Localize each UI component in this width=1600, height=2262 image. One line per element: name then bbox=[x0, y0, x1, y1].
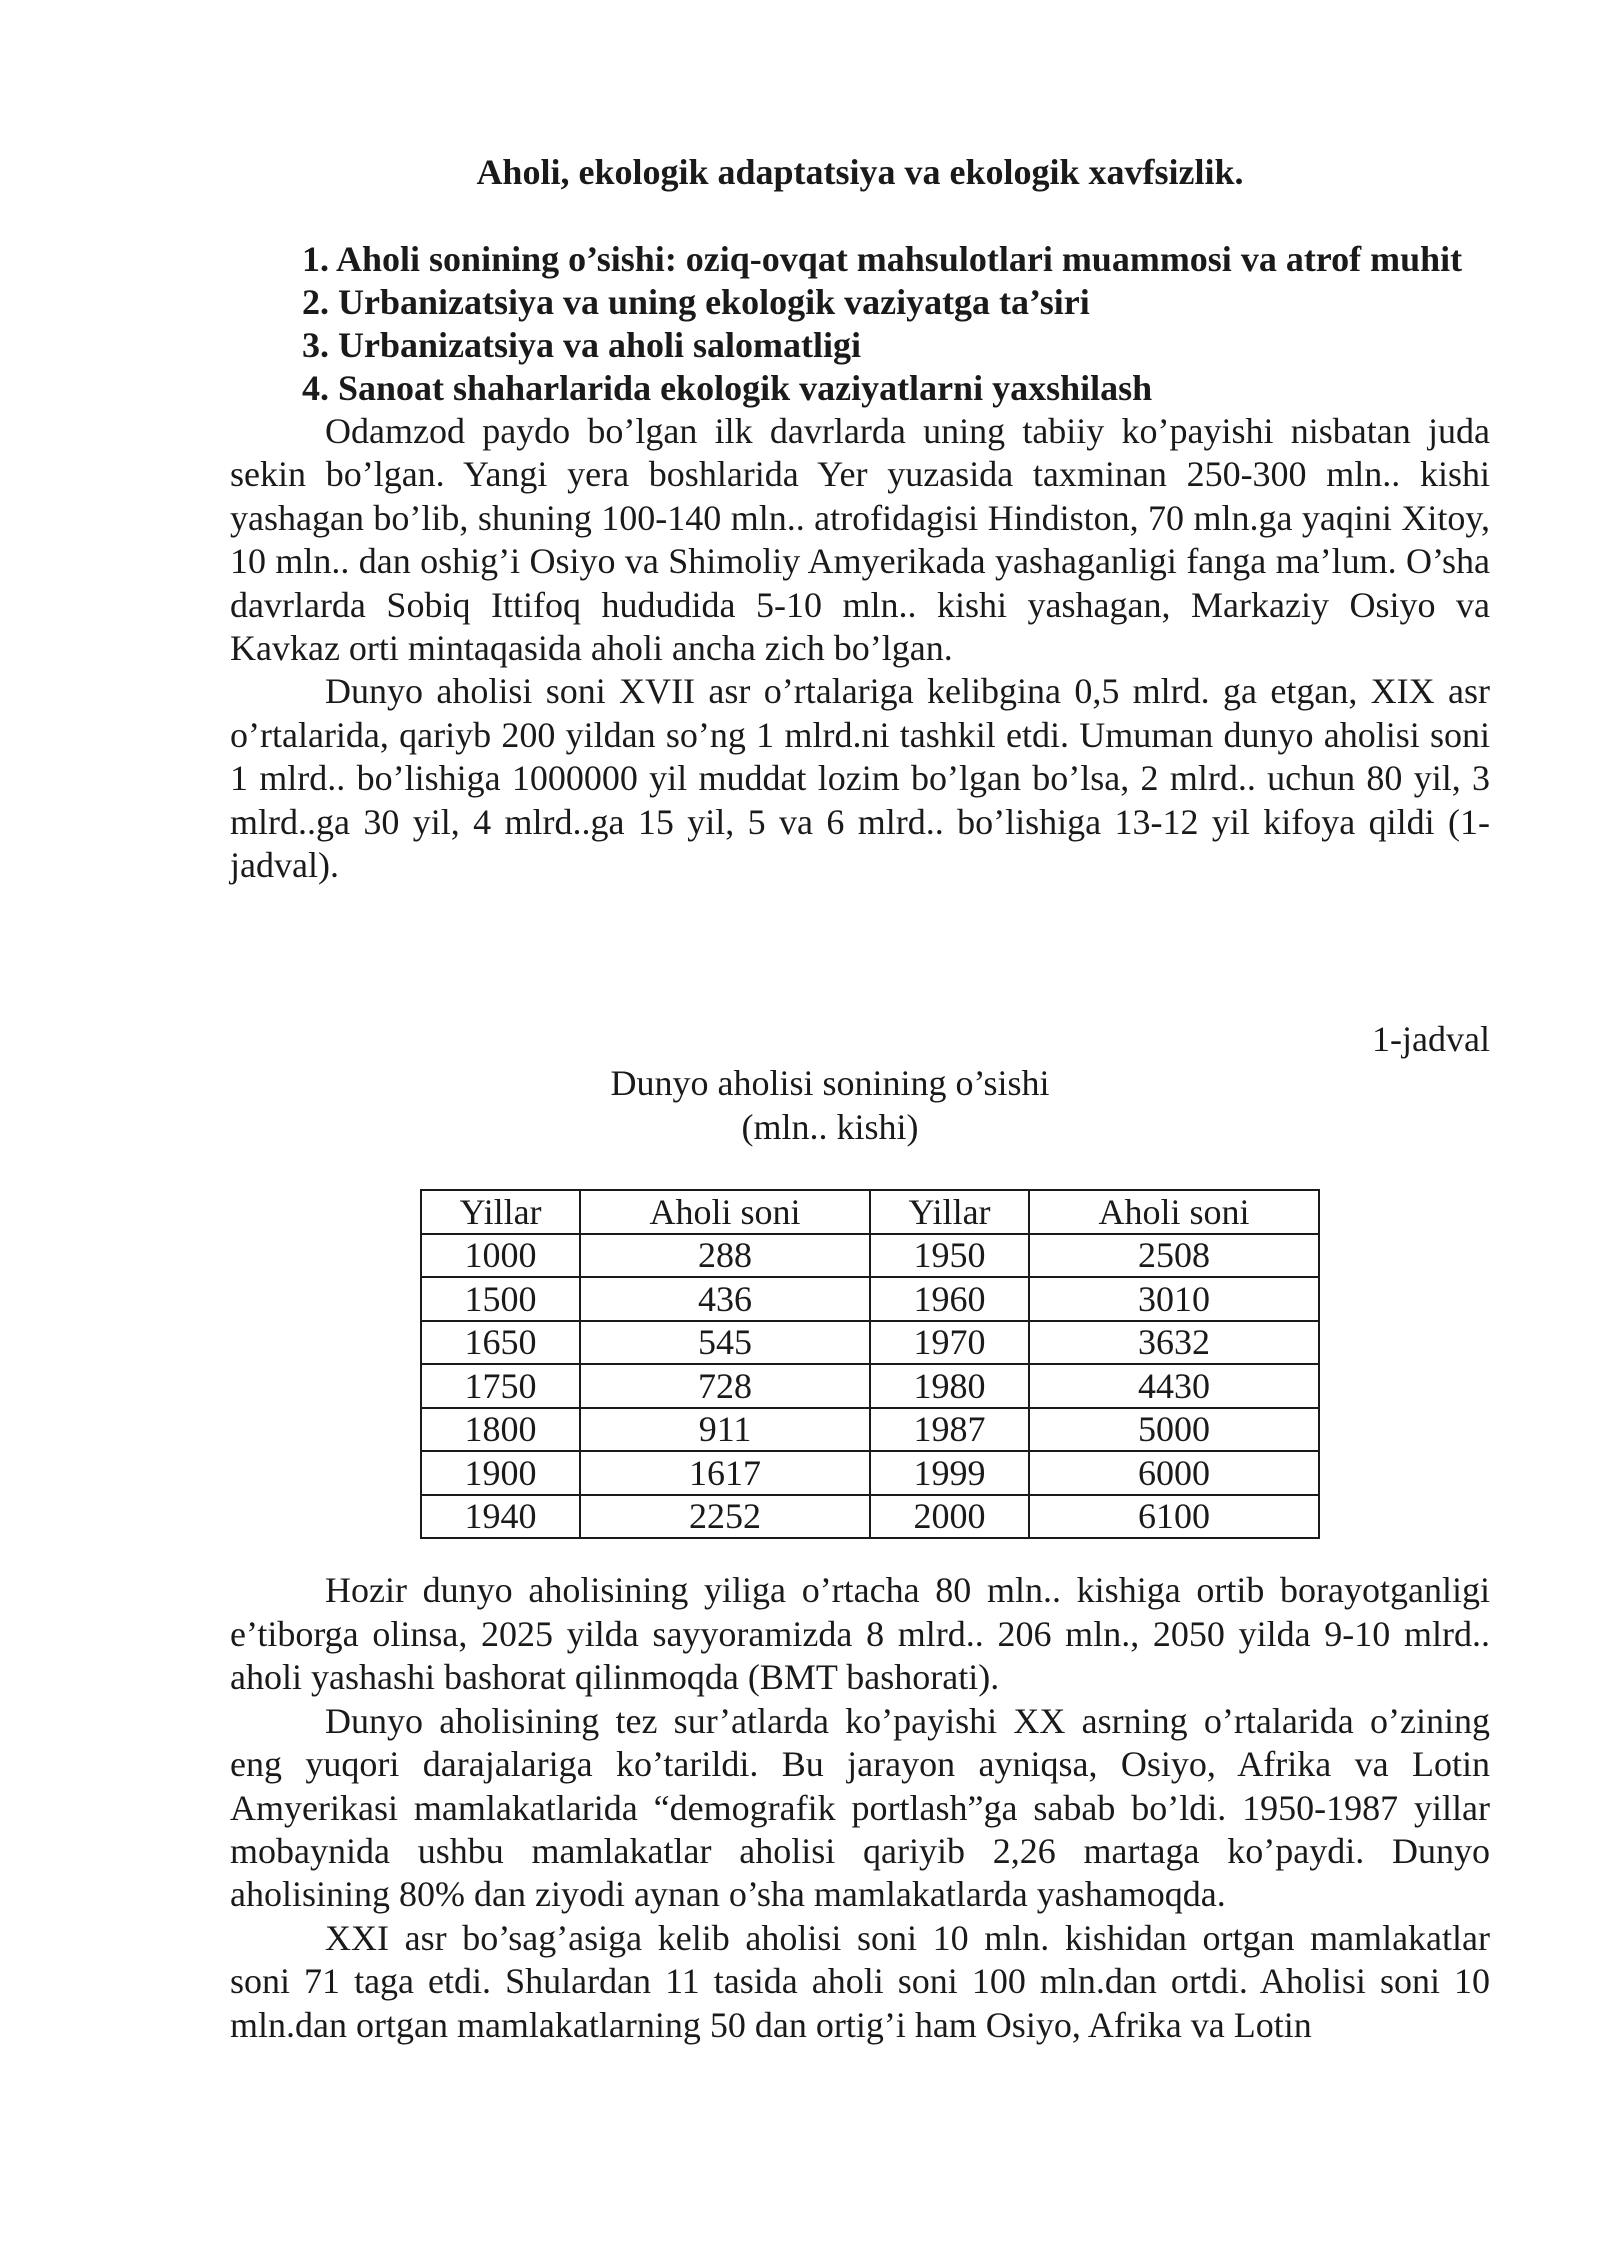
table-row bbox=[421, 1364, 1319, 1408]
table-cell: 1617 bbox=[580, 1451, 870, 1495]
table-row bbox=[421, 1495, 1319, 1539]
table-cell: 1987 bbox=[870, 1408, 1029, 1452]
document-title: Aholi, ekologik adaptatsiya va ekologik xavfsizlik. bbox=[476, 152, 1244, 192]
outline-item: 4. Sanoat shaharlarida ekologik vaziyatlarni yaxshilash bbox=[302, 368, 1153, 408]
table-cell: 436 bbox=[580, 1277, 870, 1321]
header-cell: Aholi soni bbox=[580, 1190, 870, 1234]
outline-item: 2. Urbanizatsiya va uning ekologik vaziyatga ta’siri bbox=[302, 282, 1090, 322]
table-cell: 1950 bbox=[870, 1234, 1029, 1278]
table-caption-unit: (mln.. kishi) bbox=[741, 1107, 919, 1148]
topic-outline bbox=[230, 238, 1490, 410]
table-cell: 1970 bbox=[870, 1321, 1029, 1365]
table-cell: 1000 bbox=[421, 1234, 580, 1278]
table-cell: 1750 bbox=[421, 1364, 580, 1408]
table-cell: 1500 bbox=[421, 1277, 580, 1321]
table-row bbox=[421, 1234, 1319, 1278]
body-paragraph: Dunyo aholisining tez sur’atlarda ko’payishi XX asrning o’rtalarida o’zining eng yuqori darajalariga ko’tarildi. Bu jarayon ayniqsa, Osiyo, Afrika va Lotin Amyerikasi mamlakatlarida “demografik portlash”ga sabab bo’ldi. 1950-1987 yillar mobaynida ushbu mamlakatlar aholisi qariyib 2,26 martaga ko’paydi. Dunyo aholisining 80% dan ziyodi aynan o’sha mamlakatlarda yashamoqda. bbox=[230, 1700, 1490, 1915]
table-cell: 4430 bbox=[1029, 1364, 1319, 1408]
table-cell: 1940 bbox=[421, 1495, 580, 1539]
body-paragraph: XXI asr bo’sag’asiga kelib aholisi soni 10 mln. kishidan ortgan mamlakatlar soni 71 taga etdi. Shulardan 11 tasida aholi soni 100 mln.dan ortdi. Aholisi soni 10 mln.dan ortgan mamlakatlarning 50 dan ortig’i ham Osiyo, Afrika va Lotin bbox=[230, 1917, 1490, 2045]
table-cell: 1650 bbox=[421, 1321, 580, 1365]
table-cell: 3010 bbox=[1029, 1277, 1319, 1321]
table-body bbox=[421, 1234, 1319, 1539]
header-cell: Yillar bbox=[421, 1190, 580, 1234]
text-after-table bbox=[230, 1569, 1490, 2046]
table-cell: 1999 bbox=[870, 1451, 1029, 1495]
table-cell: 545 bbox=[580, 1321, 870, 1365]
table-cell: 2000 bbox=[870, 1495, 1029, 1539]
body-paragraph: Odamzod paydo bo’lgan ilk davrlarda uning tabiiy ko’payishi nisbatan juda sekin bo’lgan. Yangi yera boshlarida Yer yuzasida taxminan 250-300 mln.. kishi yashagan bo’lib, shuning 100-140 mln.. atrofidagisi Hindiston, 70 mln.ga yaqini Xitoy, 10 mln.. dan oshig’i Osiyo va Shimoliy Amyerikada yashaganligi fanga ma’lum. O’sha davrlarda Sobiq Ittifoq hududida 5-10 mln.. kishi yashagan, Markaziy Osiyo va Kavkaz orti mintaqasida aholi ancha zich bo’lgan. bbox=[230, 411, 1490, 669]
document-page bbox=[230, 150, 1490, 2047]
table-row bbox=[421, 1321, 1319, 1365]
body-paragraph: Hozir dunyo aholisining yiliga o’rtacha 80 mln.. kishiga ortib borayotganligi e’tiborga olinsa, 2025 yilda sayyoramizda 8 mlrd.. 206 mln., 2050 yilda 9-10 mlrd.. aholi yashashi bashorat qilinmoqda (BMT bashorati). bbox=[230, 1570, 1490, 1698]
table-cell: 6100 bbox=[1029, 1495, 1319, 1539]
table-block bbox=[230, 1017, 1490, 1539]
table-cell: 1960 bbox=[870, 1277, 1029, 1321]
table-cell: 1800 bbox=[421, 1408, 580, 1452]
header-cell: Aholi soni bbox=[1029, 1190, 1319, 1234]
population-table bbox=[420, 1189, 1320, 1539]
table-row bbox=[421, 1408, 1319, 1452]
table-cell: 6000 bbox=[1029, 1451, 1319, 1495]
outline-item: 3. Urbanizatsiya va aholi salomatligi bbox=[302, 325, 862, 365]
table-cell: 2508 bbox=[1029, 1234, 1319, 1278]
table-number: 1-jadval bbox=[1372, 1019, 1490, 1060]
outline-item: 1. Aholi sonining o’sishi: oziq-ovqat mahsulotlari muammosi va atrof muhit bbox=[302, 239, 1463, 279]
table-cell: 5000 bbox=[1029, 1408, 1319, 1452]
table-cell: 728 bbox=[580, 1364, 870, 1408]
table-header-row bbox=[421, 1190, 1319, 1234]
body-paragraph: Dunyo aholisi soni XVII asr o’rtalariga kelibgina 0,5 mlrd. ga etgan, XIX asr o’rtalarida, qariyb 200 yildan so’ng 1 mlrd.ni tashkil etdi. Umuman dunyo aholisi soni 1 mlrd.. bo’lishiga 1000000 yil muddat lozim bo’lgan bo’lsa, 2 mlrd.. uchun 80 yil, 3 mlrd..ga 30 yil, 4 mlrd..ga 15 yil, 5 va 6 mlrd.. bo’lishiga 13-12 yil kifoya qildi (1-jadval). bbox=[230, 671, 1490, 886]
table-row bbox=[421, 1451, 1319, 1495]
table-cell: 1900 bbox=[421, 1451, 580, 1495]
table-cell: 911 bbox=[580, 1408, 870, 1452]
table-row bbox=[421, 1277, 1319, 1321]
table-cell: 288 bbox=[580, 1234, 870, 1278]
header-cell: Yillar bbox=[870, 1190, 1029, 1234]
table-cell: 1980 bbox=[870, 1364, 1029, 1408]
table-caption: Dunyo aholisi sonining o’sishi bbox=[610, 1063, 1050, 1104]
table-cell: 2252 bbox=[580, 1495, 870, 1539]
table-cell: 3632 bbox=[1029, 1321, 1319, 1365]
